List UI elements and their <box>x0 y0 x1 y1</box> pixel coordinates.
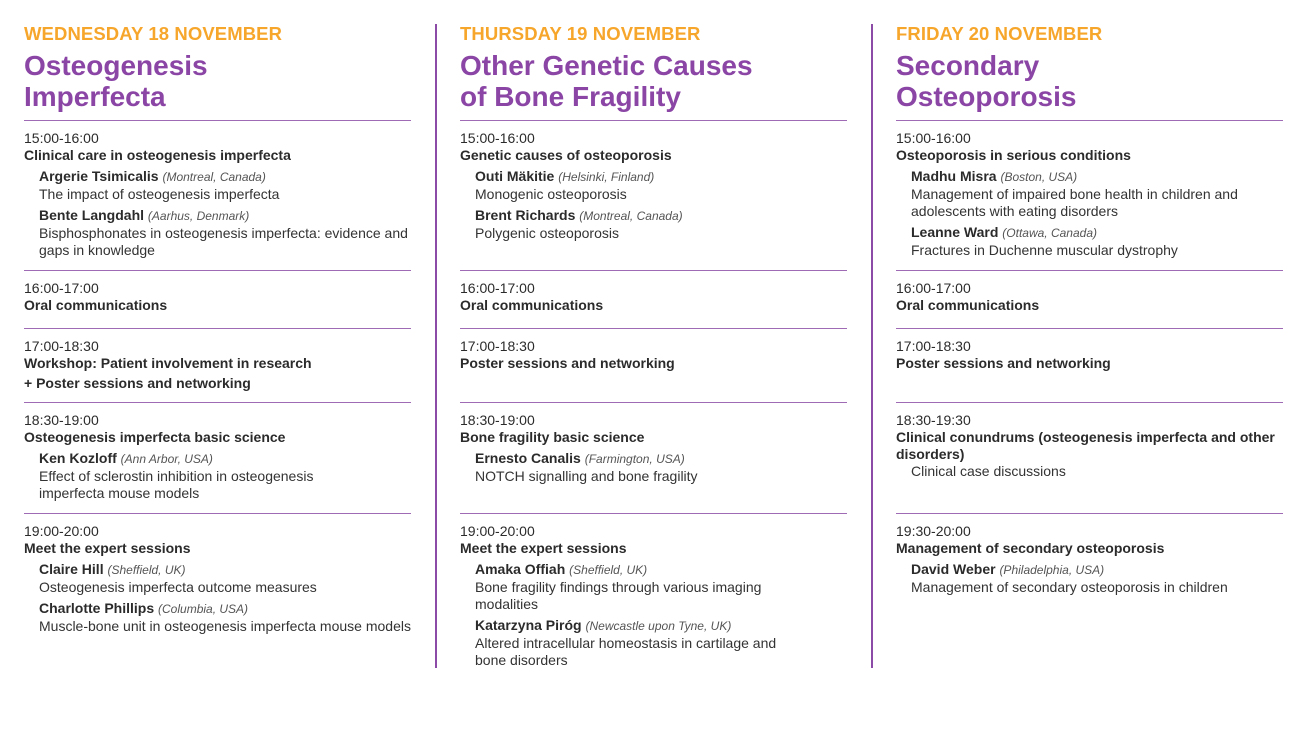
slot-time: 15:00-16:00 <box>24 130 99 146</box>
slot-time: 15:00-16:00 <box>460 130 535 146</box>
slot-title: Workshop: Patient involvement in research <box>24 355 312 371</box>
session-slot <box>896 328 1283 402</box>
talk <box>475 207 847 242</box>
slot-title: Poster sessions and networking <box>896 355 1111 371</box>
speaker-location: (Newcastle upon Tyne, UK) <box>585 619 732 633</box>
speaker <box>475 168 847 186</box>
speaker <box>911 224 1283 242</box>
speaker-location: (Boston, USA) <box>1000 170 1078 184</box>
column-divider <box>435 24 437 668</box>
speaker-location: (Sheffield, UK) <box>107 563 186 577</box>
slot-title: Osteoporosis in serious conditions <box>896 147 1131 163</box>
talk-title: Osteogenesis imperfecta outcome measures <box>39 579 317 595</box>
speaker <box>475 450 847 468</box>
speaker-name: Amaka Offiah <box>475 561 566 577</box>
speaker-name: Brent Richards <box>475 207 576 223</box>
theme-line-2: Imperfecta <box>24 81 166 112</box>
talk-title: Effect of sclerostin inhibition in osteogenesis imperfecta mouse models <box>39 468 314 501</box>
column-divider <box>871 24 873 668</box>
speaker <box>39 561 411 579</box>
talk <box>475 168 847 203</box>
slot-time: 18:30-19:00 <box>460 412 535 428</box>
speaker-name: Ken Kozloff <box>39 450 117 466</box>
speaker <box>475 207 847 225</box>
speaker-name: Ernesto Canalis <box>475 450 581 466</box>
session-slot <box>460 328 847 402</box>
slot-time: 16:00-17:00 <box>460 280 535 296</box>
talk-title: Polygenic osteoporosis <box>475 225 619 241</box>
speaker-name: Leanne Ward <box>911 224 999 240</box>
speaker-location: (Aarhus, Denmark) <box>147 209 250 223</box>
slot-title: Oral communications <box>460 297 604 313</box>
talk <box>39 168 411 203</box>
speaker-location: (Columbia, USA) <box>158 602 249 616</box>
talk-title: Bisphosphonates in osteogenesis imperfecta: evidence and gaps in knowledge <box>39 225 408 258</box>
talk <box>39 207 411 259</box>
speaker-location: (Montreal, Canada) <box>579 209 683 223</box>
theme-line-2: Osteoporosis <box>896 81 1077 112</box>
speaker-name: Katarzyna Piróg <box>475 617 582 633</box>
talk-title: Altered intracellular homeostasis in cartilage and bone disorders <box>475 635 777 668</box>
slot-time: 16:00-17:00 <box>24 280 99 296</box>
slot-title: Oral communications <box>896 297 1040 313</box>
speaker-location: (Ottawa, Canada) <box>1002 226 1097 240</box>
speaker-name: Madhu Misra <box>911 168 997 184</box>
slot-title: Meet the expert sessions <box>24 540 191 556</box>
session-slot <box>460 120 847 270</box>
speaker <box>39 450 411 468</box>
day-column-wednesday <box>24 24 411 635</box>
slot-time: 19:00-20:00 <box>24 523 99 539</box>
speaker-location: (Ann Arbor, USA) <box>120 452 213 466</box>
speaker <box>39 168 411 186</box>
session-slot <box>24 513 411 635</box>
theme-line-1: Osteogenesis <box>24 50 208 81</box>
day-column-thursday <box>460 24 847 669</box>
session-slot <box>24 402 411 513</box>
talk <box>475 450 847 485</box>
talk <box>39 561 411 596</box>
session-slot <box>460 402 847 513</box>
slot-title: Clinical conundrums (osteogenesis imperfecta and other disorders) <box>896 429 1275 462</box>
session-slot <box>24 270 411 328</box>
talk-title: NOTCH signalling and bone fragility <box>475 468 698 484</box>
speaker-name: Argerie Tsimicalis <box>39 168 159 184</box>
talk <box>911 168 1283 220</box>
session-slot <box>896 402 1283 513</box>
slot-time: 15:00-16:00 <box>896 130 971 146</box>
session-slot <box>896 513 1283 596</box>
talk-title: The impact of osteogenesis imperfecta <box>39 186 280 202</box>
talk-title: Management of secondary osteoporosis in children <box>911 579 1228 595</box>
session-slot <box>24 120 411 270</box>
speaker-name: David Weber <box>911 561 996 577</box>
talk-title: Bone fragility findings through various imaging modalities <box>475 579 762 612</box>
speaker-name: Charlotte Phillips <box>39 600 155 616</box>
slot-title-secondary: + Poster sessions and networking <box>24 375 251 391</box>
slot-time: 16:00-17:00 <box>896 280 971 296</box>
slot-time: 17:00-18:30 <box>24 338 99 354</box>
talk <box>475 561 847 613</box>
speaker <box>475 617 847 635</box>
day-theme <box>460 50 847 112</box>
session-slot <box>460 270 847 328</box>
day-column-friday <box>896 24 1283 596</box>
slot-title: Bone fragility basic science <box>460 429 645 445</box>
slot-title: Meet the expert sessions <box>460 540 627 556</box>
day-heading: WEDNESDAY 18 NOVEMBER <box>24 23 283 44</box>
slot-title: Osteogenesis imperfecta basic science <box>24 429 286 445</box>
speaker-location: (Philadelphia, USA) <box>999 563 1105 577</box>
slot-title: Genetic causes of osteoporosis <box>460 147 672 163</box>
session-slot <box>896 270 1283 328</box>
theme-line-2: of Bone Fragility <box>460 81 681 112</box>
session-slot <box>896 120 1283 270</box>
speaker-name: Bente Langdahl <box>39 207 145 223</box>
talk-title: Monogenic osteoporosis <box>475 186 627 202</box>
slot-time: 19:30-20:00 <box>896 523 971 539</box>
speaker-location: (Montreal, Canada) <box>162 170 266 184</box>
session-slot <box>460 513 847 669</box>
day-theme <box>24 50 411 112</box>
slot-title: Poster sessions and networking <box>460 355 675 371</box>
day-heading: FRIDAY 20 NOVEMBER <box>896 23 1103 44</box>
slot-title: Management of secondary osteoporosis <box>896 540 1165 556</box>
slot-time: 19:00-20:00 <box>460 523 535 539</box>
slot-time: 17:00-18:30 <box>896 338 971 354</box>
talk <box>911 561 1283 596</box>
speaker-name: Claire Hill <box>39 561 104 577</box>
slot-time: 18:30-19:30 <box>896 412 971 428</box>
slot-note: Clinical case discussions <box>911 463 1066 479</box>
speaker <box>911 168 1283 186</box>
talk <box>39 600 411 635</box>
slot-title: Clinical care in osteogenesis imperfecta <box>24 147 291 163</box>
talk <box>39 450 411 502</box>
talk-title: Muscle-bone unit in osteogenesis imperfecta mouse models <box>39 618 411 634</box>
speaker <box>39 600 411 618</box>
talk <box>475 617 847 669</box>
talk <box>911 224 1283 259</box>
speaker <box>911 561 1283 579</box>
theme-line-1: Other Genetic Causes <box>460 50 753 81</box>
speaker-location: (Farmington, USA) <box>584 452 685 466</box>
speaker-name: Outi Mäkitie <box>475 168 555 184</box>
speaker <box>475 561 847 579</box>
speaker-location: (Sheffield, UK) <box>569 563 648 577</box>
talk-title: Fractures in Duchenne muscular dystrophy <box>911 242 1178 258</box>
speaker <box>39 207 411 225</box>
day-theme <box>896 50 1283 112</box>
slot-time: 18:30-19:00 <box>24 412 99 428</box>
slot-time: 17:00-18:30 <box>460 338 535 354</box>
talk-title: Management of impaired bone health in children and adolescents with eating disorders <box>911 186 1238 219</box>
speaker-location: (Helsinki, Finland) <box>558 170 655 184</box>
session-slot <box>24 328 411 402</box>
slot-title: Oral communications <box>24 297 168 313</box>
theme-line-1: Secondary <box>896 50 1040 81</box>
day-heading: THURSDAY 19 NOVEMBER <box>460 23 701 44</box>
